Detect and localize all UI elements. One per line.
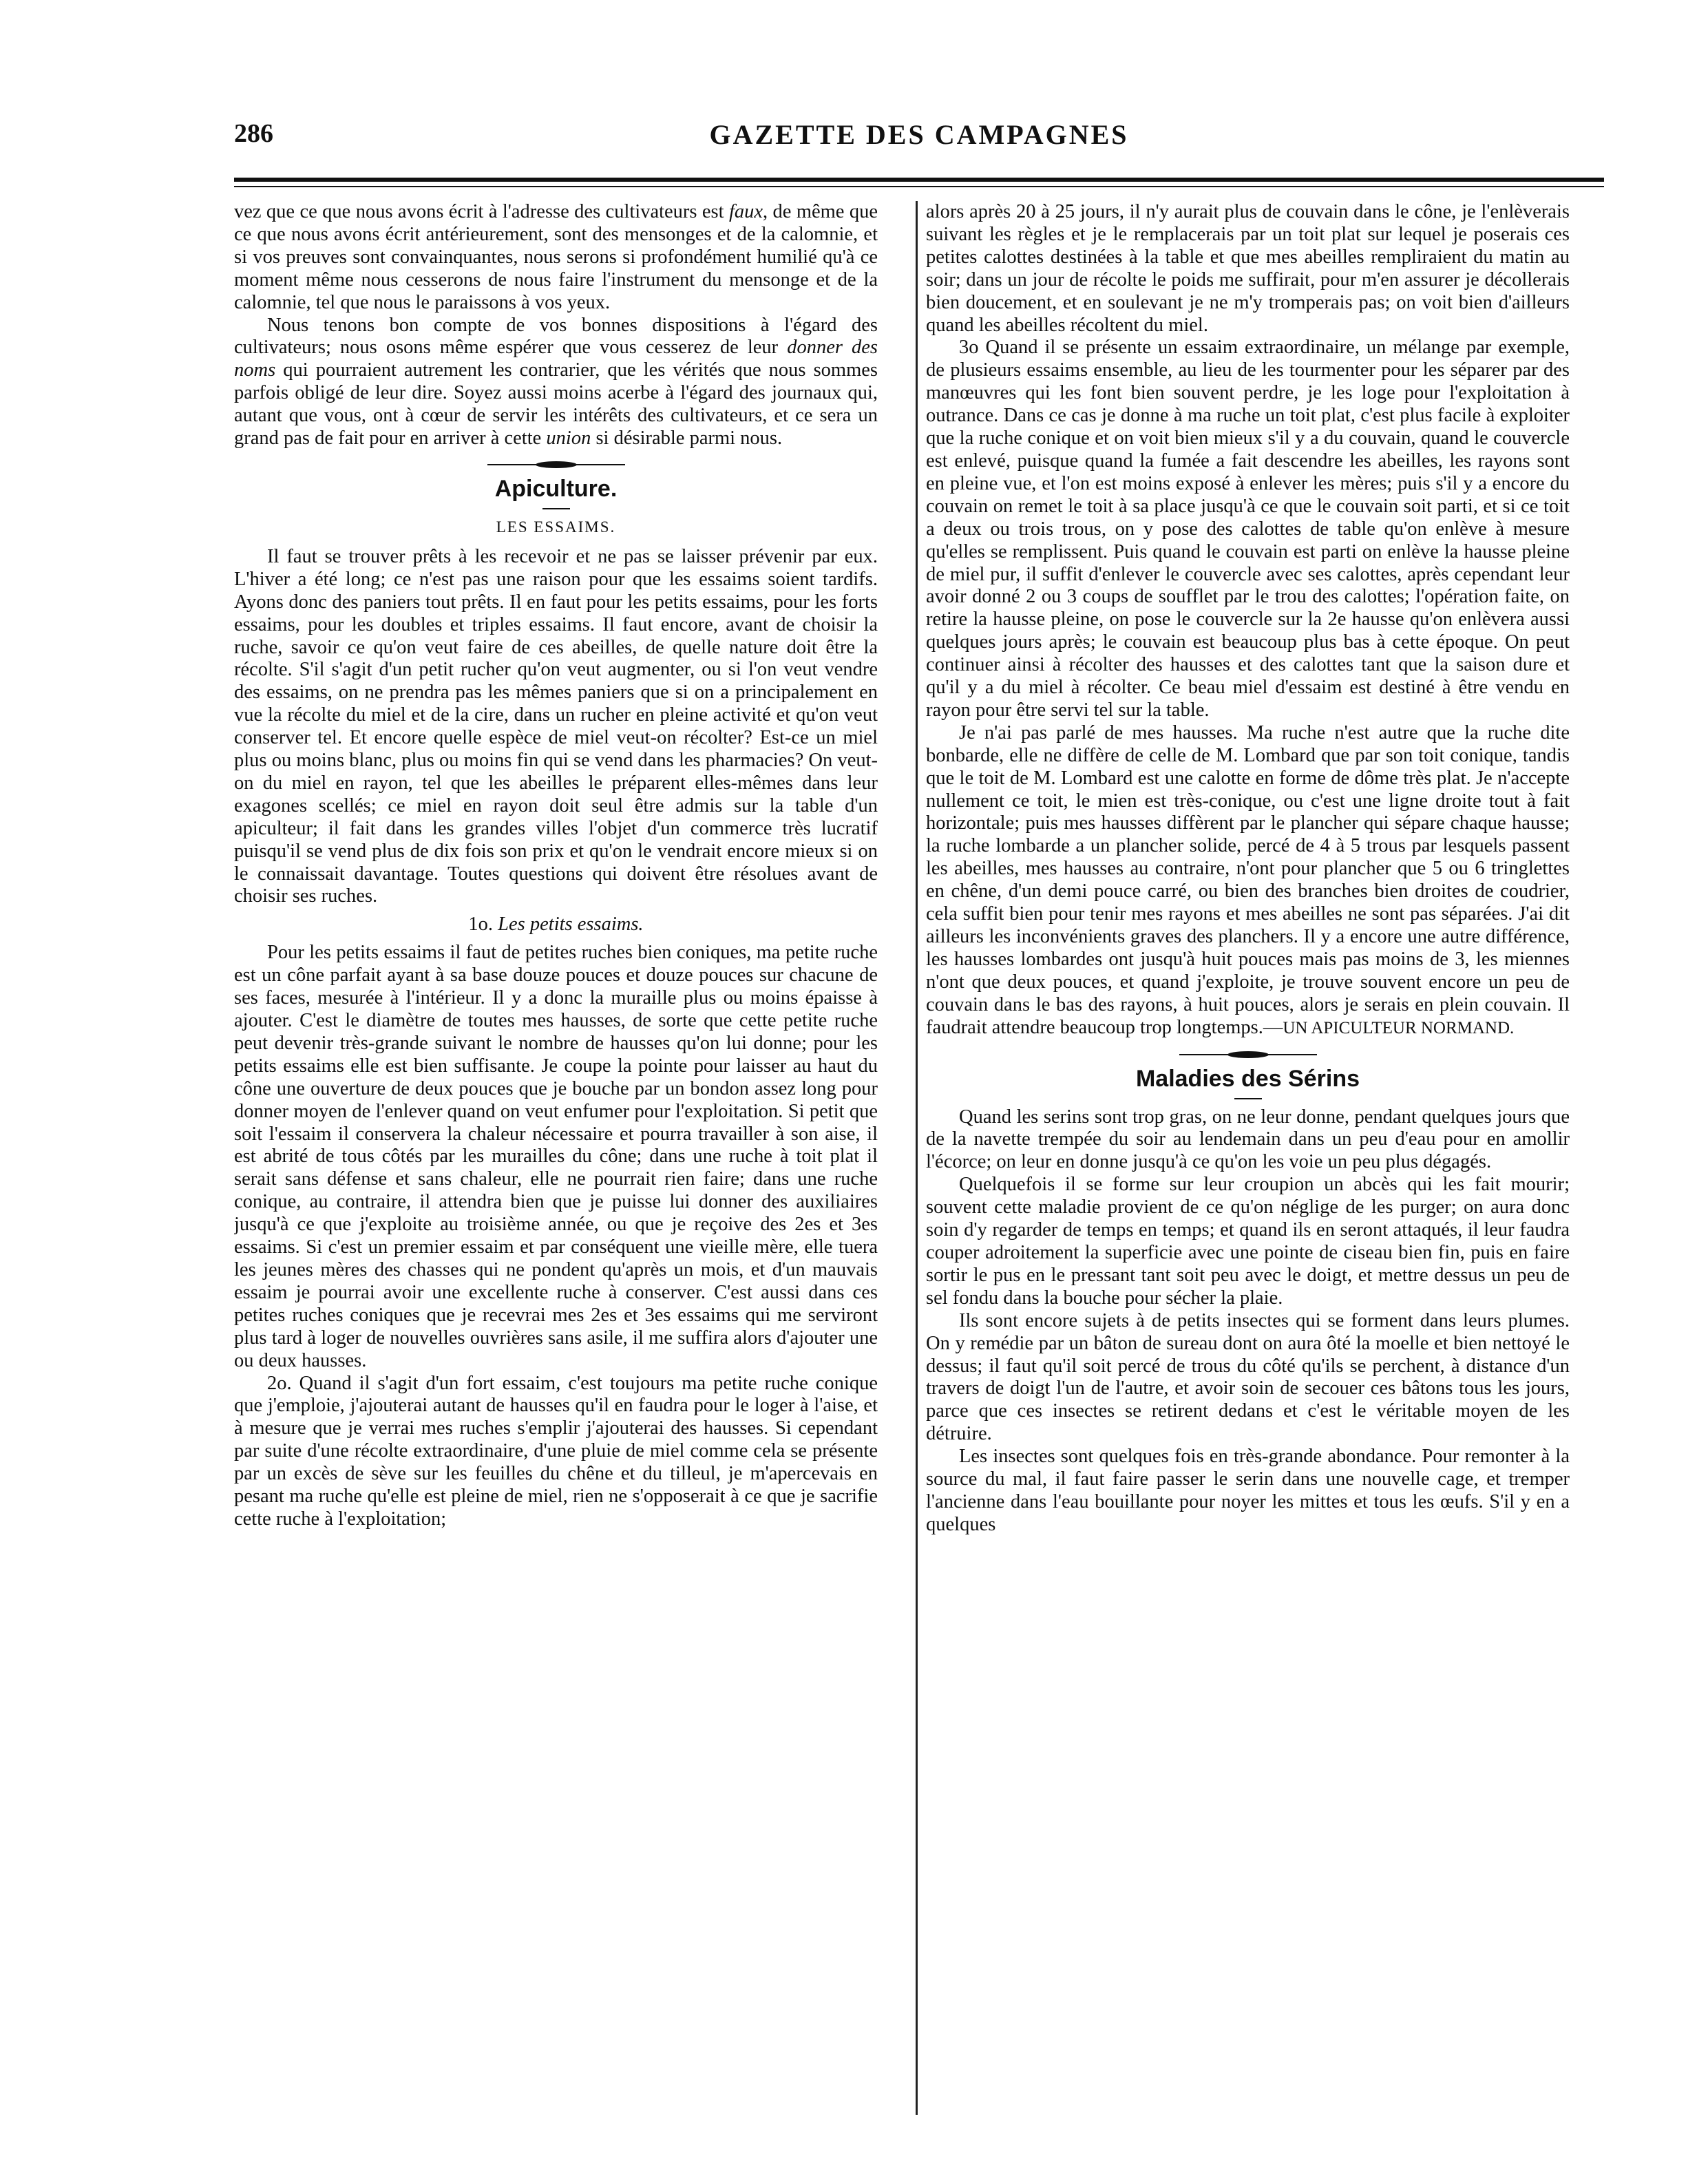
subsection-label: Les petits essaims.: [498, 914, 644, 936]
paragraph: Il faut se trouver prêts à les recevoir et ne pas se laisser prévenir par eux. L'hiver a été long; ce n'est pas une raison pour que les essaims soient tardifs. Ayons donc des paniers tout prêts. Il en faut pour les petits essaims, pour les forts essaims, pour les doubles et triples essaims. Il faut encore, avant de choisir la ruche, savoir ce qu'on veut faire de ces abeilles, de quelle nature doit être la récolte. S'il s'agit d'un petit rucher qu'on veut augmenter, ou si l'on veut vendre des essaims, on ne prendra pas les mêmes paniers que si on a principalement en vue la récolte du miel et de la cire, dans un rucher en pleine activité et qu'on veut conserver tel. Et encore quelle espèce de miel veut-on récolter? Est-ce un miel plus ou moins blanc, plus ou moins fin qui se vend dans les pharmacies? On veut-on du miel en rayon, tel que les abeilles le préparent elles-mêmes dans leur exagones scellés; ce miel en rayon doit seul être admis sur la table d'un apiculteur; il fait dans les grandes villes l'objet d'un commerce très lucratif puisqu'il se vend plus de dix fois son prix et qu'on le vendrait encore mieux si on le connaissait davantage. Toutes questions qui doivent être résolues avant de choisir ses ruches.: [234, 545, 878, 907]
title-dash: [1234, 1098, 1262, 1099]
paragraph: Quelquefois il se forme sur leur croupion un abcès qui les fait mourir; souvent cette maladie provient de ce qu'on néglige de les purger; on aura donc soin d'y regarder de temps en temps; et quand ils en seront attaqués, il leur faudra couper adroitement la superficie avec une pointe de ciseau bien fin, puis en faire sortir le pus en le pressant tant soit peu avec le doigt, et mettre dessus un peu de sel fondu dans la bouche pour sécher la plaie.: [926, 1174, 1570, 1309]
section-divider: [1179, 1054, 1317, 1055]
column-divider: [916, 201, 918, 2115]
right-column: [926, 201, 1570, 2115]
header-rule-thin: [234, 186, 1604, 187]
left-column: [234, 201, 878, 2115]
paragraph: [926, 722, 1570, 1040]
paragraph: [234, 201, 878, 315]
text-run: Nous tenons bon compte de vos bonnes dispositions à l'égard des cultivateurs; nous osons même espérer que vous cesserez de leur: [234, 314, 878, 359]
section-divider: [487, 464, 625, 465]
masthead-title: GAZETTE DES CAMPAGNES: [709, 119, 1129, 150]
section-title-maladies: Maladies des Sérins: [1135, 1065, 1360, 1092]
paragraph: Quand les serins sont trop gras, on ne leur donne, pendant quelques jours que de la navette trempée du soir au lendemain dans un peu d'eau pour en amollir l'écorce; on leur en donne jusqu'à ce qu'on les voie un peu plus dégagés.: [926, 1106, 1570, 1173]
paragraph: Les insectes sont quelques fois en très-grande abondance. Pour remonter à la source du mal, il faut faire passer le serin dans une nouvelle cage, et tremper l'ancienne dans l'eau bouillante pour noyer les mittes et tous les œufs. S'il y en a quelques: [926, 1446, 1570, 1535]
subsection-number: 1o.: [468, 914, 498, 936]
emphasis: union: [546, 428, 591, 450]
emphasis: donner des noms: [234, 337, 878, 381]
text-run: , de même que ce que nous avons écrit antérieurement, sont des mensonges et de la calomnie, et si vos preuves sont convainquantes, nous serons si profondément humilié qu'à ce moment même nous cesserons de nous faire l'instrument du mensonge et de la calomnie, tel que nous le paraissons à vos yeux.: [234, 201, 878, 313]
text-run: qui pourraient autrement les contrarier, que les vérités que nous sommes parfois obligé de leur dire. Soyez aussi moins acerbe à l'égard des journaux qui, autant que vous, ont à cœur de servir les intérêts des cultivateurs, et ce sera un grand pas de fait pour en arriver à cette: [234, 359, 878, 450]
header-rule-thick: [234, 178, 1604, 182]
text-run: Je n'ai pas parlé de mes hausses. Ma ruche n'est autre que la ruche dite bonbarde, elle ne diffère de celle de M. Lombard que par son toit conique, tandis que le toit de M. Lombard est une calotte en forme de dôme très plat. Je n'accepte nullement ce toit, le mien est très-conique, ou c'est une ligne droite tout à fait horizontale; puis mes hausses diffèrent par le plancher qui sépare chaque hausse; la ruche lombarde a un plancher solide, percé de 4 à 5 trous par lesquels passent les abeilles, mes hausses au contraire, n'ont pour plancher que 5 ou 6 tringlettes en chêne, d'un demi pouce carré, ou bien des branches bien droites de coudrier, cela suffit bien pour tenir mes rayons et mes abeilles ne sont pas séparées. J'ai dit ailleurs les inconvénients graves des planchers. Il y a encore une autre différence, les hausses lombardes ont jusqu'à huit pouces mais pas moins de 3, les miennes n'ont que deux pouces, et quand j'exploite, je trouve souvent encore un peu de couvain dans le bas des rayons, à huit pouces, alors je serais en plein couvain. Il faudrait attendre beaucoup trop longtemps.—: [926, 721, 1570, 1038]
page-header: [234, 118, 1604, 173]
paragraph: 3o Quand il se présente un essaim extraordinaire, un mélange par exemple, de plusieurs essaims ensemble, au lieu de les tourmenter pour les séparer par des manœuvres qui les font bien souvent perdre, je les loge pour l'exploitation à outrance. Dans ce cas je donne à ma ruche un toit plat, c'est plus facile à exploiter que la ruche conique et on voit bien mieux s'il y a du couvain, quand le couvercle est enlevé, puisque quand la fumée a fait descendre les abeilles, les rayons sont en pleine vue, et l'on est moins exposé à enlever les mères; puis s'il y a encore du couvain on remet le toit à sa place jusqu'à ce que le couvain soit parti, et si ce toit a deux ou trois trous, on y pose des calottes de table qu'on enlève à mesure qu'elles se remplissent. Puis quand le couvain est parti on enlève la hausse pleine de miel pur, il suffit d'enlever le couvercle avec ses calottes, après cependant leur avoir donné 2 ou 3 coups de soufflet par le trou des calottes; l'opération faite, on retire la hausse pleine, on pose le couvercle sur la 2e hausse qu'on enlèvera aussi quelques jours après; le couvain est beaucoup plus bas à cette époque. On peut continuer ainsi à récolter des hausses et des calottes tant que la saison dure et qu'il y a du miel à récolter. Ce beau miel d'essaim est destiné à être vendu en rayon pour être servi tel sur la table.: [926, 337, 1570, 721]
paragraph: Pour les petits essaims il faut de petites ruches bien coniques, ma petite ruche est un cône parfait ayant à sa base douze pouces et douze pouces sur chacune de ses faces, mesurée à l'intérieur. Il y a donc la muraille plus ou moins épaisse à ajouter. C'est le diamètre de toutes mes hausses, de sorte que cette petite ruche peut devenir très-grande suivant le nombre de hausses qu'on lui donne; pour les petits essaims elle est bien suffisante. Je coupe la pointe pour laisser au haut du cône une ouverture de deux pouces que je bouche par un bondon assez long pour donner moyen de l'enlever quand on veut enfumer pour l'exploitation. Si petit que soit l'essaim il conservera la chaleur nécessaire et pourra travailler à son aise, il est abrité de tous côtés par les murailles du cône; dans une ruche à toit plat il serait sans défense et sans chaleur, elle ne pourrait rien faire; dans une ruche conique, au contraire, il attendra bien que je puisse lui donner des auxiliaires jusqu'à ce que j'exploite au troisième année, ou que je reçoive des 2es et 3es essaims. Si c'est un premier essaim et par conséquent une vieille mère, elle tuera les jeunes mères des chasses qui ne pondent qu'après un mois, et d'un mauvais essaim je pourrai avoir une excellente ruche à conserver. C'est aussi dans ces petites ruches coniques que je recevrai mes 2es et 3es essaims qui me serviront plus tard à loger de nouvelles ouvrières sans asile, il me suffira alors d'ajouter une ou deux hausses.: [234, 942, 878, 1371]
subsection-title-petits-essaims: [234, 914, 878, 936]
page-number: 286: [234, 119, 273, 148]
title-dash: [542, 508, 570, 509]
paragraph: Ils sont encore sujets à de petits insectes qui se forment dans leurs plumes. On y remédie par un bâton de sureau dont on aura ôté la moelle et bien nettoyé le dessus; il faut qu'il soit percé de trous du côté qu'ils se perchent, à distance d'un travers de doigt l'un de l'autre, et avoir soin de secouer ces bâtons tous les jours, parce que ces insectes se retirent dedans et c'est le véritable moyen de les détruire.: [926, 1309, 1570, 1445]
paragraph: 2o. Quand il s'agit d'un fort essaim, c'est toujours ma petite ruche conique que j'emploie, j'ajouterai autant de hausses qu'il en faudra pour le loger à l'aise, et à mesure que je verrai mes ruches s'emplir j'ajouterai des hausses. Si cependant par suite d'une récolte extraordinaire, d'une pluie de miel comme cela se présente par un excès de sève sur les feuilles du chêne et du tilleul, je m'apercevais en pesant ma ruche qu'elle est pleine de miel, rien ne s'opposerait à ce que je sacrifie cette ruche à l'exploitation;: [234, 1372, 878, 1530]
author-signature: UN APICULTEUR NORMAND.: [1283, 1018, 1515, 1037]
paragraph: [234, 315, 878, 450]
text-run: si désirable parmi nous.: [591, 428, 783, 450]
section-title-apiculture: Apiculture.: [494, 475, 618, 502]
paragraph: alors après 20 à 25 jours, il n'y aurait plus de couvain dans le cône, je l'enlèverais suivant les règles et je le remplacerais par un toit plat sur lequel je poserais ces petites calottes destinées à la table et que mes abeilles rempliraient du matin au soir; dans un jour de récolte le poids me suffirait, pour m'en assurer je décollerais bien doucement, et en soulevant je ne m'y tromperais pas; on voit bien d'ailleurs quand les abeilles récoltent du miel.: [926, 201, 1570, 336]
subsection-title-essaims: LES ESSAIMS.: [496, 518, 616, 536]
text-run: vez que ce que nous avons écrit à l'adresse des cultivateurs est: [234, 201, 729, 222]
emphasis: faux: [728, 201, 763, 222]
